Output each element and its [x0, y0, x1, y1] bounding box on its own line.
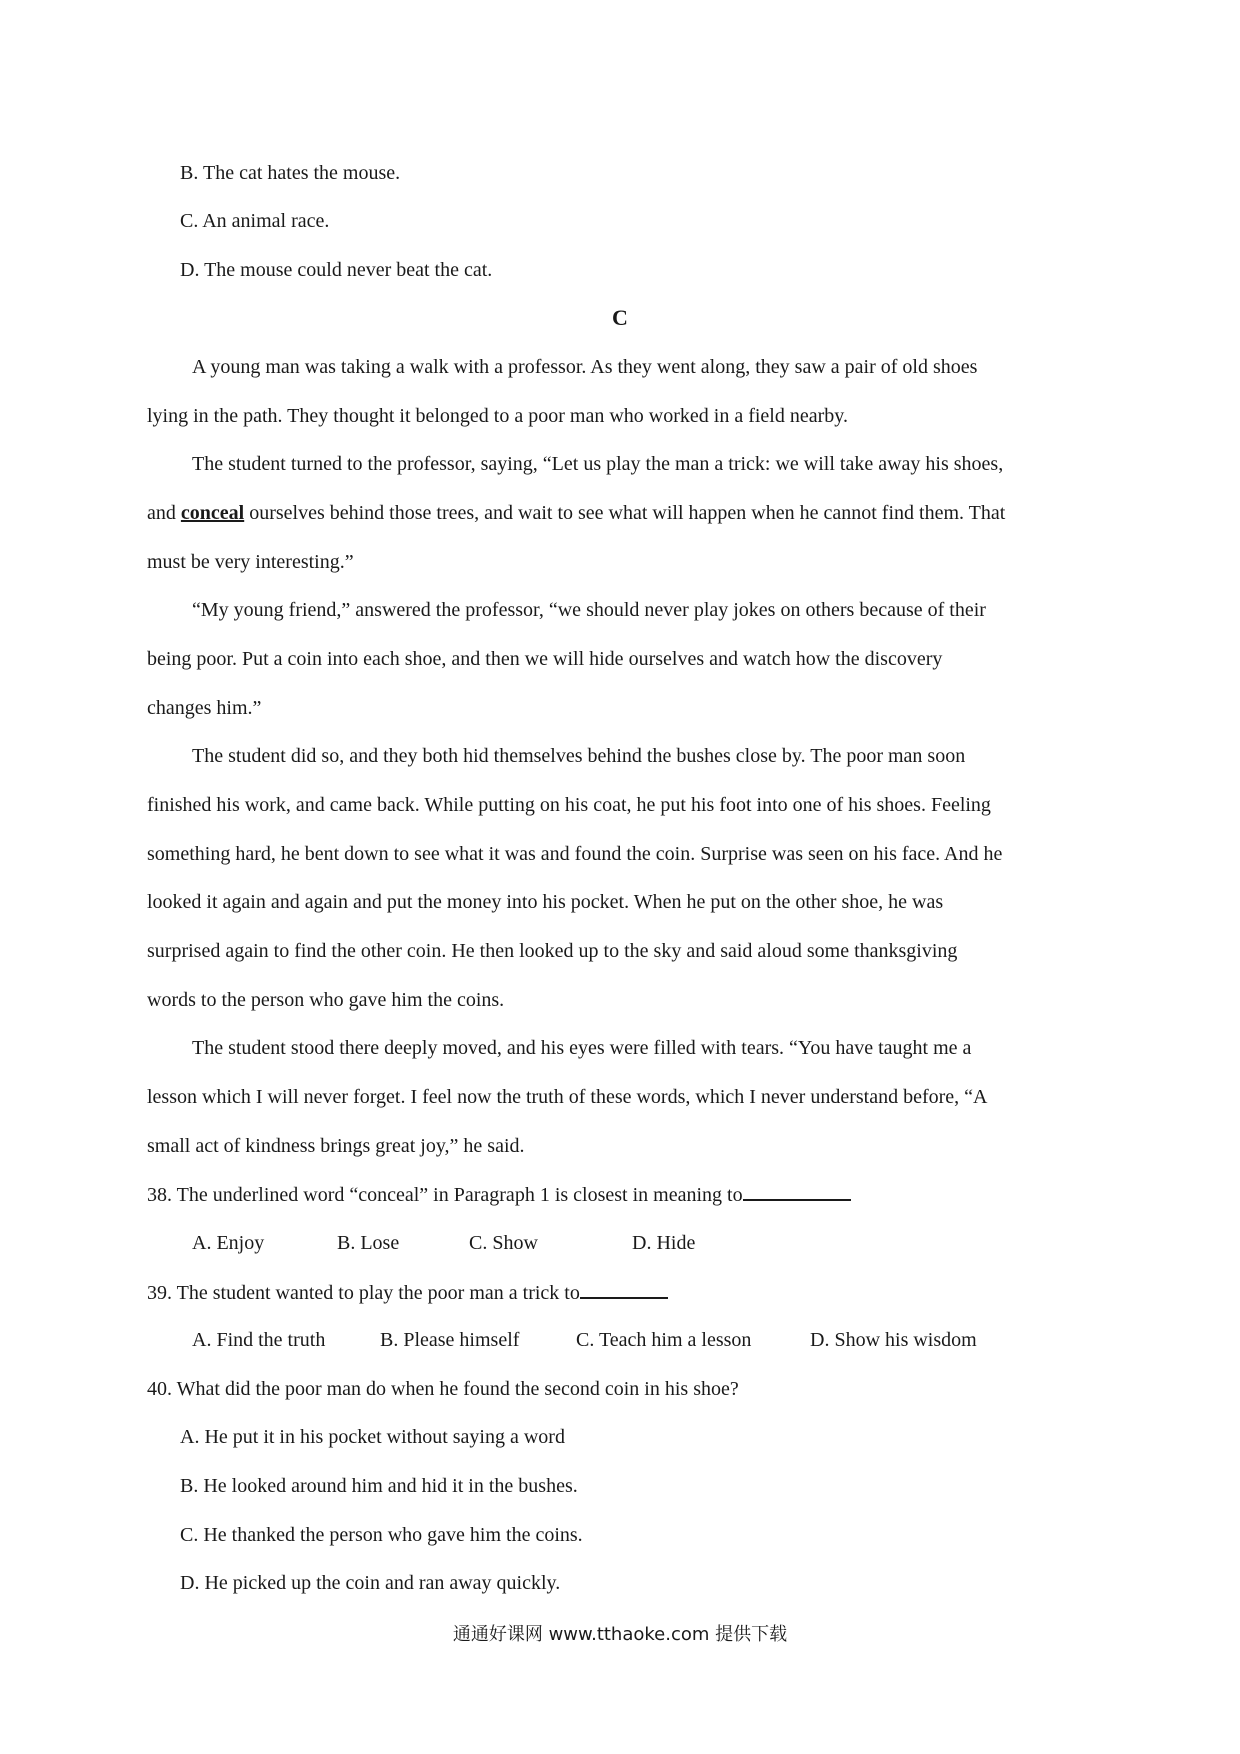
passage-line: small act of kindness brings great joy,” he said. [147, 1135, 525, 1157]
option-a: A. Enjoy [192, 1232, 265, 1254]
passage-line: finished his work, and came back. While putting on his coat, he put his foot into one of his shoes. Feeling [147, 794, 991, 816]
passage-text: ourselves behind those trees, and wait to see what will happen when he cannot find them. That [249, 502, 1006, 524]
option-d: D. He picked up the coin and ran away quickly. [180, 1572, 561, 1594]
prev-option-b: B. The cat hates the mouse. [180, 162, 401, 184]
passage-line: being poor. Put a coin into each shoe, and then we will hide ourselves and watch how the discovery [147, 648, 943, 670]
option-d: D. Hide [632, 1232, 696, 1254]
passage-line: surprised again to find the other coin. He then looked up to the sky and said aloud some thanksgiving [147, 940, 958, 962]
option-c: C. Show [469, 1232, 538, 1254]
option-c: C. Teach him a lesson [576, 1329, 752, 1351]
option-d: D. Show his wisdom [810, 1329, 977, 1351]
question-38 [147, 1181, 851, 1208]
option-a: A. Find the truth [192, 1329, 326, 1351]
page-footer: 通通好课网 www.tthaoke.com 提供下载 [452, 1624, 788, 1645]
question-stem: 39. The student wanted to play the poor man a trick to [147, 1282, 580, 1304]
passage-line: lying in the path. They thought it belonged to a poor man who worked in a field nearby. [147, 405, 848, 427]
passage-line: words to the person who gave him the coins. [147, 989, 505, 1011]
passage-line: lesson which I will never forget. I feel now the truth of these words, which I never understand before, “A [147, 1086, 988, 1108]
passage-text: and [147, 502, 176, 524]
passage-line: The student did so, and they both hid themselves behind the bushes close by. The poor man soon [192, 745, 966, 767]
passage-line: something hard, he bent down to see what it was and found the coin. Surprise was seen on his face. And he [147, 843, 1003, 865]
option-b: B. Lose [337, 1232, 400, 1254]
question-39 [147, 1279, 668, 1306]
prev-option-d: D. The mouse could never beat the cat. [180, 259, 493, 281]
question-39-options [192, 1327, 977, 1353]
passage-line: The student stood there deeply moved, and his eyes were filled with tears. “You have taught me a [192, 1037, 972, 1059]
option-b: B. He looked around him and hid it in the bushes. [180, 1475, 578, 1497]
underlined-word: conceal [180, 502, 245, 524]
passage-line: changes him.” [147, 697, 262, 719]
option-c: C. He thanked the person who gave him the coins. [180, 1524, 583, 1546]
answer-blank [580, 1279, 668, 1299]
option-b: B. Please himself [380, 1329, 520, 1351]
section-title: C [612, 305, 628, 330]
passage-line [147, 500, 1005, 526]
option-a: A. He put it in his pocket without saying a word [180, 1426, 565, 1448]
answer-blank [743, 1181, 851, 1201]
passage-line: A young man was taking a walk with a professor. As they went along, they saw a pair of old shoes [192, 356, 978, 378]
prev-option-c: C. An animal race. [180, 210, 330, 232]
passage-line: The student turned to the professor, saying, “Let us play the man a trick: we will take away his shoes, [192, 453, 1004, 475]
passage-line: “My young friend,” answered the professor, “we should never play jokes on others because of their [192, 599, 986, 621]
question-38-options [192, 1230, 695, 1256]
passage-line: must be very interesting.” [147, 551, 354, 573]
passage-line: looked it again and again and put the money into his pocket. When he put on the other shoe, he was [147, 891, 944, 913]
question-stem: 38. The underlined word “conceal” in Paragraph 1 is closest in meaning to [147, 1184, 743, 1206]
question-40: 40. What did the poor man do when he found the second coin in his shoe? [147, 1378, 739, 1400]
